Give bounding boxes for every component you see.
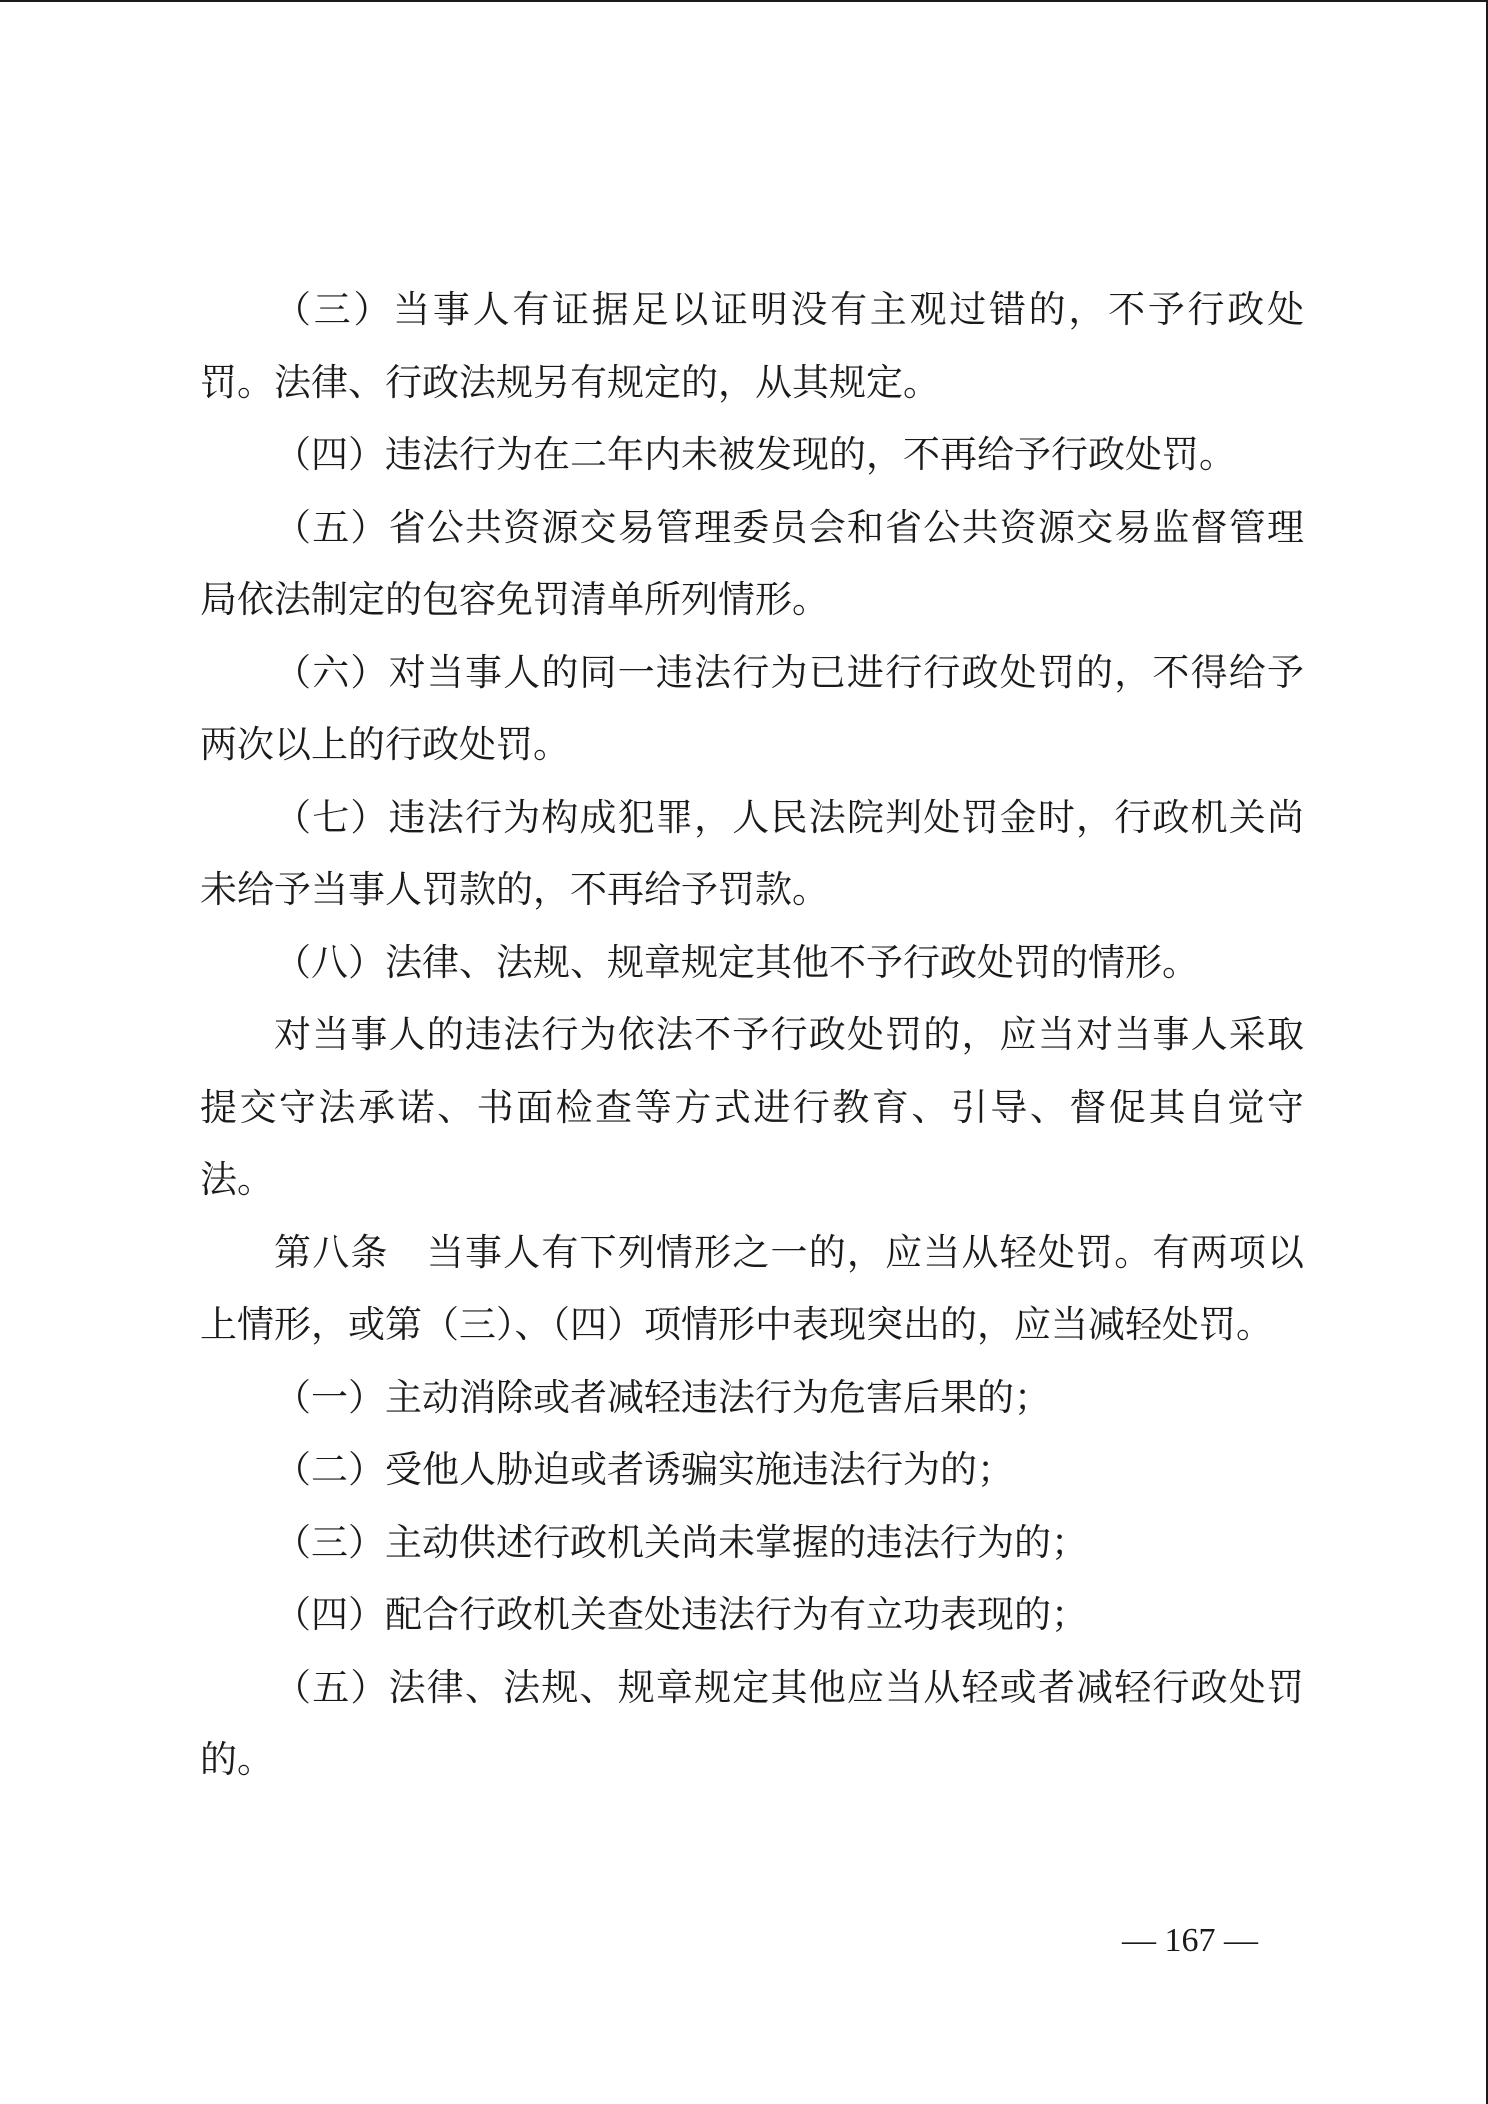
paragraph-item-8-other: （八）法律、法规、规章规定其他不予行政处罚的情形。	[274, 940, 1199, 984]
paragraph-item-7-criminal-fine: （七）违法行为构成犯罪，人民法院判处罚金时，行政机关尚未给予当事人罚款的，不再给予罚款。	[200, 795, 1304, 911]
document-body	[200, 274, 1304, 1797]
paragraph-art8-item-1: （一）主动消除或者减轻违法行为危害后果的；	[274, 1375, 1051, 1419]
paragraph-education: 对当事人的违法行为依法不予行政处罚的，应当对当事人采取提交守法承诺、书面检查等方式进行教育、引导、督促其自觉守法。	[200, 1013, 1304, 1201]
paragraph-art8-item-2: （二）受他人胁迫或者诱骗实施违法行为的；	[274, 1448, 1014, 1491]
paragraph-art8-item-5: （五）法律、法规、规章规定其他应当从轻或者减轻行政处罚的。	[200, 1665, 1304, 1781]
paragraph-item-5-exemption-list: （五）省公共资源交易管理委员会和省公共资源交易监督管理局依法制定的包容免罚清单所列情形。	[200, 505, 1304, 621]
paragraph-art8-item-4: （四）配合行政机关查处违法行为有立功表现的；	[274, 1593, 1088, 1636]
paragraph-art8-item-3: （三）主动供述行政机关尚未掌握的违法行为的；	[274, 1520, 1088, 1564]
page-number: — 167 —	[1122, 1922, 1258, 1959]
paragraph-item-6-double-penalty: （六）对当事人的同一违法行为已进行行政处罚的，不得给予两次以上的行政处罚。	[200, 650, 1304, 766]
paragraph-article-8: 第八条 当事人有下列情形之一的，应当从轻处罚。有两项以上情形，或第（三）、（四）项情形中表现突出的，应当减轻处罚。	[200, 1230, 1304, 1346]
paragraph-item-3-no-fault: （三）当事人有证据足以证明没有主观过错的，不予行政处罚。法律、行政法规另有规定的，从其规定。	[200, 288, 1304, 404]
paragraph-item-4-undiscovered: （四）违法行为在二年内未被发现的，不再给予行政处罚。	[274, 433, 1236, 476]
